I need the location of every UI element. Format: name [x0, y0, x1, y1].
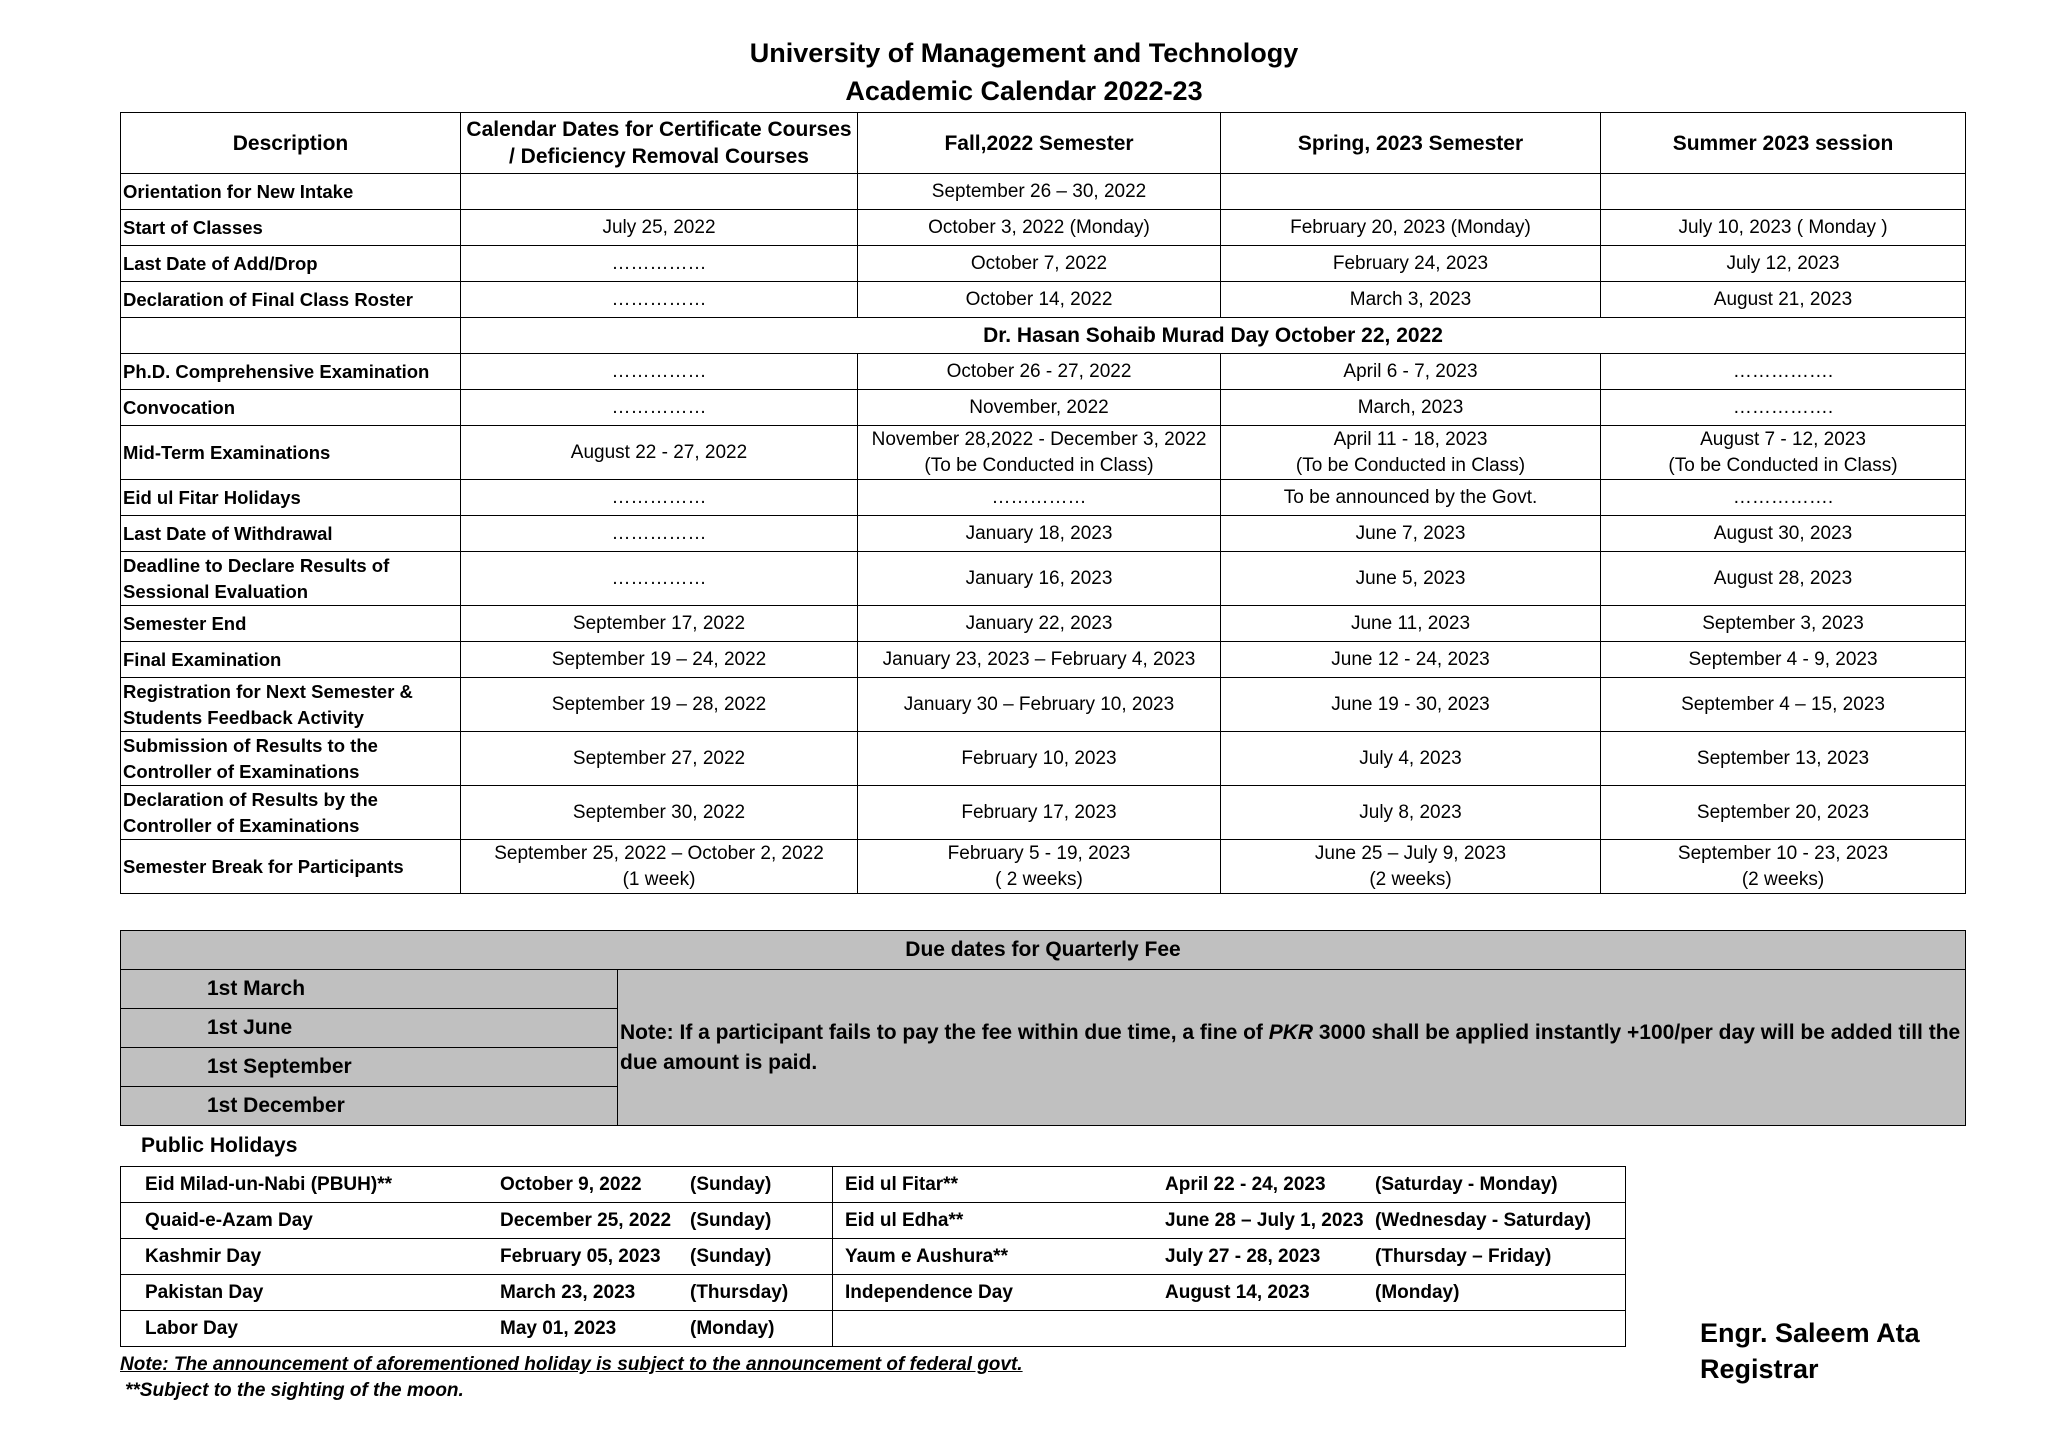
holiday-weekday: (Sunday) — [690, 1209, 772, 1231]
date-text: September 25, 2022 – October 2, 2022 — [494, 842, 824, 864]
date-cell-fall — [858, 678, 1221, 732]
date-text: July 25, 2022 — [602, 216, 716, 238]
date-cell-cert — [461, 426, 858, 480]
calendar-row — [121, 426, 1966, 480]
row-description: Start of Classes — [121, 210, 461, 246]
date-text: January 30 – February 10, 2023 — [903, 693, 1175, 715]
calendar-row — [121, 606, 1966, 642]
holiday-cell-left — [121, 1311, 833, 1347]
row-description: Registration for Next Semester & Students Feedback Activity — [121, 678, 461, 732]
holiday-date: May 01, 2023 — [500, 1317, 617, 1339]
date-cell-cert — [461, 480, 858, 516]
date-cell-cert — [461, 732, 858, 786]
holiday-row — [121, 1239, 1626, 1275]
date-cell-cert — [461, 354, 858, 390]
date-text: October 7, 2022 — [970, 252, 1108, 274]
date-cell-cert — [461, 390, 858, 426]
date-text: September 20, 2023 — [1696, 801, 1870, 823]
date-text: August 30, 2023 — [1713, 522, 1853, 544]
row-description: Deadline to Declare Results of Sessional Evaluation — [121, 552, 461, 606]
date-cell-cert — [461, 282, 858, 318]
date-cell-cert — [461, 642, 858, 678]
calendar-row — [121, 210, 1966, 246]
column-header: Spring, 2023 Semester — [1221, 113, 1601, 174]
date-text: September 26 – 30, 2022 — [931, 180, 1147, 202]
date-text: (To be Conducted in Class) — [924, 454, 1154, 476]
date-cell-spring — [1221, 678, 1601, 732]
date-text: (1 week) — [622, 868, 696, 890]
holiday-cell-right — [833, 1275, 1626, 1311]
date-text: September 3, 2023 — [1702, 612, 1864, 634]
date-cell-summer — [1601, 732, 1966, 786]
date-text: September 17, 2022 — [572, 612, 746, 634]
row-description: Orientation for New Intake — [121, 174, 461, 210]
date-text: July 10, 2023 ( Monday ) — [1678, 216, 1888, 238]
holiday-cell-left — [121, 1275, 833, 1311]
row-description: Ph.D. Comprehensive Examination — [121, 354, 461, 390]
public-holidays-table — [120, 1166, 1626, 1347]
date-text: (2 weeks) — [1369, 868, 1452, 890]
public-holidays-title: Public Holidays — [141, 1134, 298, 1157]
date-cell-summer — [1601, 678, 1966, 732]
date-cell-summer — [1601, 516, 1966, 552]
date-text: October 3, 2022 (Monday) — [928, 216, 1150, 238]
fee-note-currency: PKR — [1268, 1020, 1314, 1044]
date-text: (To be Conducted in Class) — [1295, 454, 1526, 476]
date-cell-fall — [858, 174, 1221, 210]
calendar-row — [121, 678, 1966, 732]
date-text: ……………. — [1732, 360, 1834, 382]
row-description: Declaration of Final Class Roster — [121, 282, 461, 318]
holiday-cell-right — [833, 1167, 1626, 1203]
date-text: February 5 - 19, 2023 — [947, 842, 1131, 864]
holiday-weekday: (Sunday) — [690, 1173, 772, 1195]
date-text: March 3, 2023 — [1349, 288, 1472, 310]
date-cell-fall — [858, 840, 1221, 894]
date-cell-fall — [858, 786, 1221, 840]
row-description: Last Date of Withdrawal — [121, 516, 461, 552]
calendar-row — [121, 174, 1966, 210]
fee-due-date: 1st December — [121, 1087, 618, 1126]
date-text: June 7, 2023 — [1355, 522, 1466, 544]
date-text: October 14, 2022 — [965, 288, 1113, 310]
fee-note-text: Note: If a participant fails to pay the fee within due time, a fine of — [620, 1020, 1269, 1044]
holiday-date: August 14, 2023 — [1165, 1281, 1310, 1303]
date-cell-cert — [461, 552, 858, 606]
column-header: Summer 2023 session — [1601, 113, 1966, 174]
calendar-row — [121, 246, 1966, 282]
date-text: August 22 - 27, 2022 — [570, 441, 748, 463]
special-day-cell: Dr. Hasan Sohaib Murad Day October 22, 2022 — [461, 318, 1966, 354]
holiday-cell-right — [833, 1239, 1626, 1275]
holiday-weekday: (Sunday) — [690, 1245, 772, 1267]
date-text: September 19 – 24, 2022 — [551, 648, 767, 670]
date-cell-cert — [461, 246, 858, 282]
date-text: February 24, 2023 — [1332, 252, 1489, 274]
date-text: June 25 – July 9, 2023 — [1314, 842, 1507, 864]
date-text: January 16, 2023 — [965, 567, 1113, 589]
date-text: (2 weeks) — [1741, 868, 1825, 890]
date-cell-spring — [1221, 516, 1601, 552]
date-cell-fall — [858, 732, 1221, 786]
date-text: ……………. — [1732, 396, 1834, 418]
holiday-date: March 23, 2023 — [500, 1281, 636, 1303]
date-cell-summer — [1601, 552, 1966, 606]
date-cell-fall — [858, 480, 1221, 516]
date-cell-fall — [858, 282, 1221, 318]
holiday-row — [121, 1203, 1626, 1239]
fee-due-date: 1st March — [121, 970, 618, 1009]
date-text: …………… — [611, 486, 707, 508]
date-text: February 10, 2023 — [961, 747, 1117, 769]
date-text: …………… — [611, 522, 707, 544]
holiday-name: Eid Milad-un-Nabi (PBUH)** — [145, 1173, 392, 1195]
date-cell-spring — [1221, 390, 1601, 426]
date-cell-spring — [1221, 480, 1601, 516]
date-cell-fall — [858, 354, 1221, 390]
row-description: Eid ul Fitar Holidays — [121, 480, 461, 516]
date-cell-summer — [1601, 174, 1966, 210]
moon-sighting-note: **Subject to the sighting of the moon. — [125, 1380, 464, 1401]
date-text: …………… — [611, 360, 707, 382]
date-cell-summer — [1601, 426, 1966, 480]
date-cell-cert — [461, 786, 858, 840]
date-cell-spring — [1221, 426, 1601, 480]
calendar-row — [121, 642, 1966, 678]
date-cell-cert — [461, 174, 858, 210]
holiday-name: Quaid-e-Azam Day — [145, 1209, 313, 1231]
calendar-row — [121, 354, 1966, 390]
date-text: July 4, 2023 — [1359, 747, 1462, 769]
date-text: (To be Conducted in Class) — [1668, 454, 1898, 476]
date-text: September 4 – 15, 2023 — [1681, 693, 1885, 715]
date-cell-spring — [1221, 786, 1601, 840]
holiday-cell-right — [833, 1311, 1626, 1347]
holiday-date: December 25, 2022 — [500, 1209, 672, 1231]
date-cell-spring — [1221, 840, 1601, 894]
registrar-role: Registrar — [1700, 1354, 1819, 1384]
fee-note — [618, 970, 1966, 1126]
date-cell-summer — [1601, 606, 1966, 642]
date-text: September 19 – 28, 2022 — [551, 693, 767, 715]
date-text: June 12 - 24, 2023 — [1331, 648, 1490, 670]
calendar-title: Academic Calendar 2022-23 — [845, 76, 1203, 106]
quarterly-fee-table — [120, 930, 1966, 1126]
holiday-weekday: (Saturday - Monday) — [1375, 1173, 1558, 1195]
date-text: To be announced by the Govt. — [1283, 486, 1538, 508]
date-text: April 6 - 7, 2023 — [1343, 360, 1478, 382]
row-description: Semester Break for Participants — [121, 840, 461, 894]
date-text: October 26 - 27, 2022 — [946, 360, 1132, 382]
date-cell-summer — [1601, 354, 1966, 390]
row-description: Final Examination — [121, 642, 461, 678]
row-description: Submission of Results to the Controller of Examinations — [121, 732, 461, 786]
date-cell-summer — [1601, 840, 1966, 894]
row-description: Mid-Term Examinations — [121, 426, 461, 480]
date-text: …………… — [611, 252, 707, 274]
holiday-row — [121, 1167, 1626, 1203]
holiday-weekday: (Thursday – Friday) — [1375, 1245, 1552, 1267]
date-text: …………… — [991, 486, 1087, 508]
date-cell-fall — [858, 426, 1221, 480]
column-header: Calendar Dates for Certificate Courses / Deficiency Removal Courses — [461, 113, 858, 174]
date-text: September 30, 2022 — [572, 801, 746, 823]
date-text: September 27, 2022 — [572, 747, 746, 769]
date-text: ……………. — [1732, 486, 1834, 508]
date-text: September 4 - 9, 2023 — [1688, 648, 1878, 670]
date-cell-summer — [1601, 642, 1966, 678]
date-text: …………… — [611, 396, 707, 418]
holiday-row — [121, 1275, 1626, 1311]
row-description: Convocation — [121, 390, 461, 426]
date-cell-spring — [1221, 246, 1601, 282]
date-cell-spring — [1221, 642, 1601, 678]
row-description: Declaration of Results by the Controller of Examinations — [121, 786, 461, 840]
date-text: March, 2023 — [1357, 396, 1464, 418]
date-cell-fall — [858, 642, 1221, 678]
date-cell-cert — [461, 606, 858, 642]
date-text: January 23, 2023 – February 4, 2023 — [882, 648, 1196, 670]
holiday-cell-left — [121, 1203, 833, 1239]
holiday-cell-left — [121, 1167, 833, 1203]
date-cell-summer — [1601, 480, 1966, 516]
date-cell-cert — [461, 678, 858, 732]
registrar-name: Engr. Saleem Ata — [1700, 1318, 1920, 1348]
date-cell-summer — [1601, 246, 1966, 282]
date-cell-fall — [858, 246, 1221, 282]
date-text: February 17, 2023 — [961, 801, 1117, 823]
date-cell-spring — [1221, 282, 1601, 318]
date-text: February 20, 2023 (Monday) — [1290, 216, 1531, 238]
date-cell-fall — [858, 390, 1221, 426]
holiday-date: July 27 - 28, 2023 — [1165, 1245, 1321, 1267]
row-description: Last Date of Add/Drop — [121, 246, 461, 282]
date-text: June 19 - 30, 2023 — [1331, 693, 1490, 715]
column-header: Fall,2022 Semester — [858, 113, 1221, 174]
date-cell-spring — [1221, 732, 1601, 786]
date-text: June 5, 2023 — [1355, 567, 1466, 589]
holiday-name: Eid ul Edha** — [845, 1209, 964, 1231]
fee-note-text: 3000 shall be applied instantly +100/per day will be added till the due amount is paid. — [620, 1020, 1961, 1074]
date-cell-spring — [1221, 354, 1601, 390]
date-text: November, 2022 — [969, 396, 1109, 418]
calendar-header-row — [121, 113, 1966, 174]
calendar-row — [121, 516, 1966, 552]
holiday-name: Kashmir Day — [145, 1245, 262, 1267]
holiday-announcement-note: Note: The announcement of aforementioned holiday is subject to the announcement of federal govt. — [120, 1354, 1023, 1375]
special-day-row — [121, 318, 1966, 354]
date-text: August 21, 2023 — [1713, 288, 1853, 310]
holiday-name: Independence Day — [845, 1281, 1013, 1303]
row-description: Semester End — [121, 606, 461, 642]
holiday-name: Eid ul Fitar** — [845, 1173, 958, 1195]
holiday-weekday: (Monday) — [690, 1317, 775, 1339]
holiday-name: Yaum e Aushura** — [845, 1245, 1008, 1267]
date-cell-summer — [1601, 786, 1966, 840]
holiday-name: Labor Day — [145, 1317, 238, 1339]
holiday-cell-left — [121, 1239, 833, 1275]
date-text: November 28,2022 - December 3, 2022 — [871, 428, 1207, 450]
holiday-date: June 28 – July 1, 2023 — [1165, 1209, 1364, 1231]
fee-due-date: 1st September — [121, 1048, 618, 1087]
date-cell-spring — [1221, 552, 1601, 606]
date-text: January 22, 2023 — [965, 612, 1113, 634]
empty-cell — [121, 318, 461, 354]
holiday-cell-right — [833, 1203, 1626, 1239]
holiday-date: February 05, 2023 — [500, 1245, 661, 1267]
fee-due-date: 1st June — [121, 1009, 618, 1048]
date-cell-spring — [1221, 210, 1601, 246]
date-text: September 13, 2023 — [1696, 747, 1870, 769]
column-header: Description — [121, 113, 461, 174]
date-text: ( 2 weeks) — [995, 868, 1083, 890]
date-text: June 11, 2023 — [1350, 612, 1471, 634]
date-cell-fall — [858, 552, 1221, 606]
date-cell-summer — [1601, 390, 1966, 426]
calendar-row — [121, 732, 1966, 786]
holiday-weekday: (Monday) — [1375, 1281, 1460, 1303]
date-text: July 12, 2023 — [1726, 252, 1840, 274]
date-text: August 7 - 12, 2023 — [1700, 428, 1866, 450]
date-cell-cert — [461, 516, 858, 552]
date-cell-fall — [858, 606, 1221, 642]
date-text: January 18, 2023 — [965, 522, 1113, 544]
holiday-date: April 22 - 24, 2023 — [1165, 1173, 1326, 1195]
holiday-weekday: (Wednesday - Saturday) — [1375, 1209, 1592, 1231]
date-cell-cert — [461, 210, 858, 246]
calendar-row — [121, 786, 1966, 840]
date-cell-spring — [1221, 606, 1601, 642]
date-text: September 10 - 23, 2023 — [1677, 842, 1889, 864]
calendar-row — [121, 840, 1966, 894]
calendar-row — [121, 390, 1966, 426]
academic-calendar-table — [120, 112, 1966, 894]
calendar-row — [121, 480, 1966, 516]
date-cell-cert — [461, 840, 858, 894]
date-cell-fall — [858, 516, 1221, 552]
holiday-name: Pakistan Day — [145, 1281, 264, 1303]
date-text: …………… — [611, 288, 707, 310]
calendar-row — [121, 282, 1966, 318]
date-text: August 28, 2023 — [1713, 567, 1853, 589]
holiday-row — [121, 1311, 1626, 1347]
fee-title: Due dates for Quarterly Fee — [121, 931, 1966, 970]
holiday-date: October 9, 2022 — [500, 1173, 642, 1195]
date-cell-summer — [1601, 282, 1966, 318]
date-text: …………… — [611, 567, 707, 589]
date-cell-summer — [1601, 210, 1966, 246]
holiday-weekday: (Thursday) — [690, 1281, 789, 1303]
date-text: April 11 - 18, 2023 — [1333, 428, 1488, 450]
date-cell-spring — [1221, 174, 1601, 210]
calendar-row — [121, 552, 1966, 606]
date-cell-fall — [858, 210, 1221, 246]
university-title: University of Management and Technology — [749, 38, 1299, 68]
date-text: July 8, 2023 — [1359, 801, 1462, 823]
